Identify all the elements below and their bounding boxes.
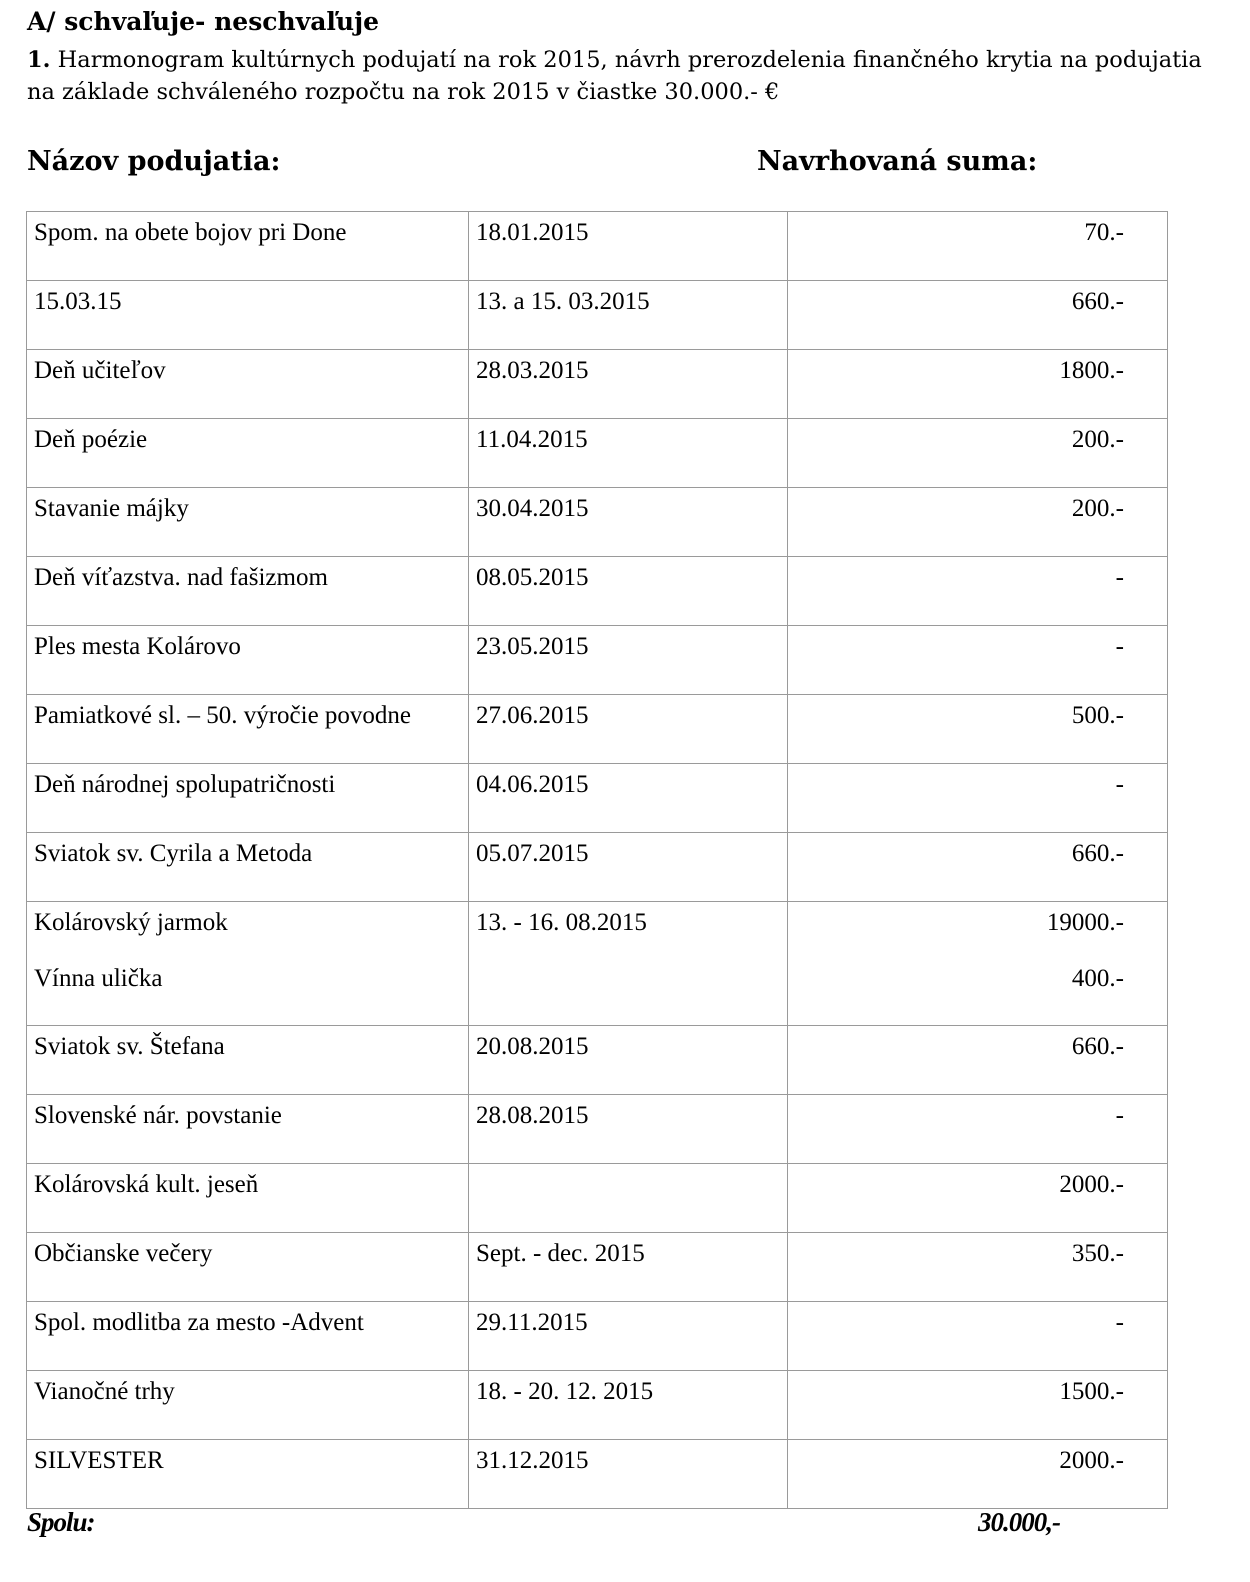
event-amount: - xyxy=(1115,771,1124,798)
event-amount: - xyxy=(1115,1102,1124,1129)
event-amount: - xyxy=(1115,564,1124,591)
event-amount-cell xyxy=(788,1233,1168,1302)
event-date: 28.03.2015 xyxy=(476,357,589,384)
event-name-cell xyxy=(27,350,469,419)
total-label: Spolu: xyxy=(27,1507,95,1537)
event-amount-cell xyxy=(788,626,1168,695)
table-row xyxy=(27,419,1168,488)
event-name-cell xyxy=(27,557,469,626)
events-table-body xyxy=(27,212,1168,1509)
event-date-cell xyxy=(469,1371,788,1440)
event-amount-cell xyxy=(788,488,1168,557)
event-amount: 660.- xyxy=(1071,840,1124,867)
event-amount-cell xyxy=(788,281,1168,350)
event-amount: 19000.- xyxy=(1046,909,1124,936)
table-row xyxy=(27,557,1168,626)
event-date: 13. a 15. 03.2015 xyxy=(476,288,650,315)
event-name-cell xyxy=(27,281,469,350)
event-name-cell xyxy=(27,1233,469,1302)
event-name-cell xyxy=(27,626,469,695)
event-name-cell xyxy=(27,1302,469,1371)
intro-text-1: Harmonogram kultúrnych podujatí na rok 2015, návrh prerozdelenia finančného krytia na podujatia xyxy=(57,47,1202,73)
event-date: 29.11.2015 xyxy=(476,1309,588,1336)
event-amount-cell xyxy=(788,1302,1168,1371)
event-name-cell xyxy=(27,1095,469,1164)
event-name: Deň poézie xyxy=(34,426,148,453)
event-amount-cell xyxy=(788,833,1168,902)
event-name: Kolárovská kult. jeseň xyxy=(34,1171,259,1198)
event-date-cell xyxy=(469,419,788,488)
event-name-cell xyxy=(27,1440,469,1509)
intro-paragraph xyxy=(27,44,1237,108)
table-row xyxy=(27,1302,1168,1371)
event-name: 15.03.15 xyxy=(34,288,122,315)
event-name: Spom. na obete bojov pri Done xyxy=(34,219,347,246)
event-sub-name: Vínna ulička xyxy=(34,965,163,992)
table-row xyxy=(27,1440,1168,1509)
event-name: SILVESTER xyxy=(34,1447,164,1474)
item-number: 1. xyxy=(27,47,51,73)
event-amount: 500.- xyxy=(1071,702,1124,729)
table-row xyxy=(27,833,1168,902)
event-name: Deň učiteľov xyxy=(34,357,166,384)
event-date: 30.04.2015 xyxy=(476,495,589,522)
event-date-cell xyxy=(469,902,788,1026)
event-amount-cell xyxy=(788,212,1168,281)
event-date: 27.06.2015 xyxy=(476,702,589,729)
table-row xyxy=(27,902,1168,1026)
event-name-column-title: Názov podujatia: xyxy=(27,146,281,177)
table-row xyxy=(27,1095,1168,1164)
event-date-cell xyxy=(469,626,788,695)
event-name-cell xyxy=(27,1371,469,1440)
total-value: 30.000,- xyxy=(978,1507,1060,1537)
event-date: 13. - 16. 08.2015 xyxy=(476,909,647,936)
event-amount-cell xyxy=(788,764,1168,833)
event-amount: 660.- xyxy=(1071,288,1124,315)
event-date-cell xyxy=(469,1095,788,1164)
event-date: 04.06.2015 xyxy=(476,771,589,798)
table-row xyxy=(27,764,1168,833)
event-name: Ples mesta Kolárovo xyxy=(34,633,241,660)
event-date: 18. - 20. 12. 2015 xyxy=(476,1378,654,1405)
event-name-cell xyxy=(27,902,469,1026)
table-row xyxy=(27,695,1168,764)
event-date: 31.12.2015 xyxy=(476,1447,589,1474)
event-amount: 1800.- xyxy=(1059,357,1124,384)
event-date: 05.07.2015 xyxy=(476,840,589,867)
event-name-cell xyxy=(27,833,469,902)
table-row xyxy=(27,1164,1168,1233)
event-date: 23.05.2015 xyxy=(476,633,589,660)
event-amount: 1500.- xyxy=(1059,1378,1124,1405)
event-amount: 2000.- xyxy=(1059,1447,1124,1474)
event-date-cell xyxy=(469,1164,788,1233)
event-name-cell xyxy=(27,419,469,488)
table-row xyxy=(27,488,1168,557)
table-row xyxy=(27,1233,1168,1302)
event-amount-cell xyxy=(788,1371,1168,1440)
table-row xyxy=(27,626,1168,695)
event-amount-cell xyxy=(788,1440,1168,1509)
event-name: Deň národnej spolupatričnosti xyxy=(34,771,336,798)
event-name-cell xyxy=(27,764,469,833)
proposed-amount-column-title: Navrhovaná suma: xyxy=(757,146,1038,177)
event-date: 18.01.2015 xyxy=(476,219,589,246)
event-amount-cell xyxy=(788,1026,1168,1095)
event-amount-cell xyxy=(788,557,1168,626)
event-date-cell xyxy=(469,695,788,764)
event-date-cell xyxy=(469,1302,788,1371)
event-amount: - xyxy=(1115,1309,1124,1336)
event-date: 11.04.2015 xyxy=(476,426,588,453)
event-name-cell xyxy=(27,1164,469,1233)
event-name: Stavanie májky xyxy=(34,495,189,522)
event-amount-cell xyxy=(788,419,1168,488)
event-name-cell xyxy=(27,488,469,557)
table-row xyxy=(27,350,1168,419)
event-name: Sviatok sv. Cyrila a Metoda xyxy=(34,840,313,867)
event-amount: 2000.- xyxy=(1059,1171,1124,1198)
event-name: Pamiatkové sl. – 50. výročie povodne xyxy=(34,702,412,729)
event-date-cell xyxy=(469,350,788,419)
event-date-cell xyxy=(469,1026,788,1095)
event-amount-cell xyxy=(788,1095,1168,1164)
intro-text-2: na základe schváleného rozpočtu na rok 2015 v čiastke 30.000.- € xyxy=(27,79,780,105)
event-amount: 200.- xyxy=(1071,426,1124,453)
event-name: Vianočné trhy xyxy=(34,1378,175,1405)
event-date: 08.05.2015 xyxy=(476,564,589,591)
event-amount-cell xyxy=(788,695,1168,764)
event-date-cell xyxy=(469,281,788,350)
event-date-cell xyxy=(469,833,788,902)
event-name: Slovenské nár. povstanie xyxy=(34,1102,282,1129)
event-date-cell xyxy=(469,212,788,281)
event-name: Občianske večery xyxy=(34,1240,213,1267)
event-sub-amount: 400.- xyxy=(1071,965,1124,992)
event-amount-cell xyxy=(788,1164,1168,1233)
section-heading: A/ schvaľuje- neschvaľuje xyxy=(27,7,380,36)
table-row xyxy=(27,1026,1168,1095)
events-table xyxy=(26,211,1168,1509)
event-date-cell xyxy=(469,1440,788,1509)
event-amount: - xyxy=(1115,633,1124,660)
event-date-cell xyxy=(469,557,788,626)
table-row xyxy=(27,212,1168,281)
event-date: 28.08.2015 xyxy=(476,1102,589,1129)
event-name: Sviatok sv. Štefana xyxy=(34,1033,225,1060)
intro-line-1 xyxy=(27,44,1237,76)
event-amount: 70.- xyxy=(1084,219,1124,246)
event-amount-cell xyxy=(788,902,1168,1026)
event-amount: 200.- xyxy=(1071,495,1124,522)
event-name-cell xyxy=(27,1026,469,1095)
event-amount: 660.- xyxy=(1071,1033,1124,1060)
table-row xyxy=(27,281,1168,350)
event-amount-cell xyxy=(788,350,1168,419)
event-name: Deň víťazstva. nad fašizmom xyxy=(34,564,328,591)
event-date-cell xyxy=(469,488,788,557)
event-name: Spol. modlitba za mesto -Advent xyxy=(34,1309,364,1336)
event-date: 20.08.2015 xyxy=(476,1033,589,1060)
event-date-cell xyxy=(469,1233,788,1302)
event-date-cell xyxy=(469,764,788,833)
table-row xyxy=(27,1371,1168,1440)
event-date: Sept. - dec. 2015 xyxy=(476,1240,645,1267)
event-name-cell xyxy=(27,695,469,764)
event-amount: 350.- xyxy=(1071,1240,1124,1267)
event-name-cell xyxy=(27,212,469,281)
event-name: Kolárovský jarmok xyxy=(34,909,228,936)
